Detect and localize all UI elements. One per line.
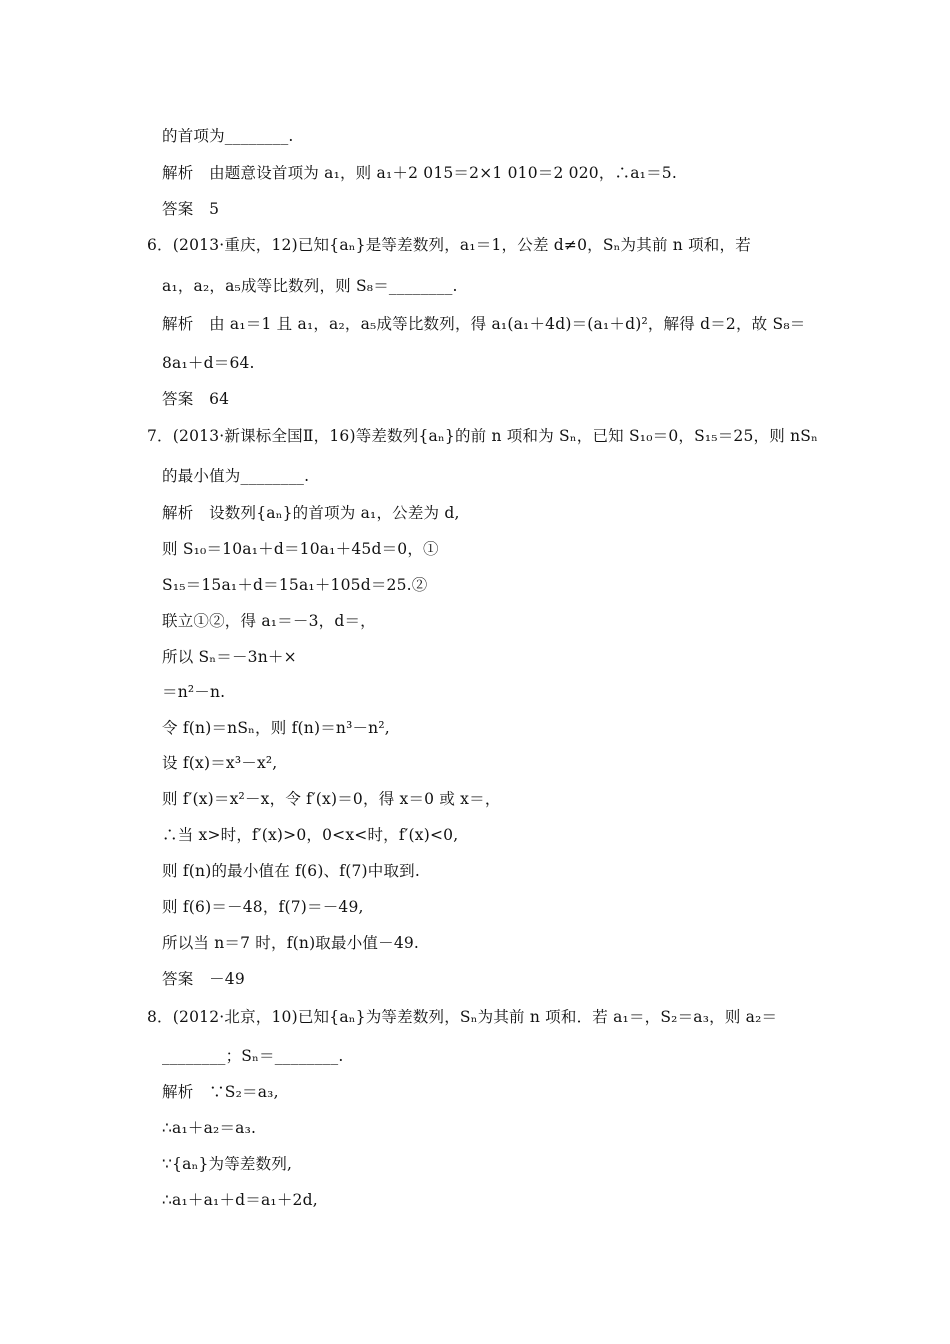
text-line-13: S₁₅＝15a₁＋d＝15a₁＋105d＝25.② xyxy=(162,576,428,594)
text-line-15: 所以 Sₙ＝－3n＋× xyxy=(162,648,297,666)
text-line-2: 解析 由题意设首项为 a₁，则 a₁＋2 015＝2×1 010＝2 020，∴a₁＝5. xyxy=(162,164,677,182)
text-line-21: 则 f(n)的最小值在 f(6)、f(7)中取到. xyxy=(162,862,420,880)
text-line-10: 的最小值为________. xyxy=(162,467,310,485)
text-line-8: 答案 64 xyxy=(162,390,230,408)
text-line-25: 8．(2012·北京，10)已知{aₙ}为等差数列，Sₙ为其前 n 项和．若 a₁＝，S₂＝a₃，则 a₂＝ xyxy=(147,1008,778,1026)
text-line-30: ∴a₁＋a₁＋d＝a₁＋2d, xyxy=(162,1191,318,1209)
text-line-9: 7．(2013·新课标全国Ⅱ，16)等差数列{aₙ}的前 n 项和为 Sₙ，已知 S₁₀＝0，S₁₅＝25，则 nSₙ xyxy=(147,427,818,445)
text-line-16: ＝n²－n. xyxy=(162,683,226,701)
text-line-29: ∵{aₙ}为等差数列, xyxy=(162,1155,293,1173)
text-line-26: ________；Sₙ＝________. xyxy=(162,1047,344,1065)
text-line-3: 答案 5 xyxy=(162,200,220,218)
text-line-4: 6．(2013·重庆，12)已知{aₙ}是等差数列，a₁＝1，公差 d≠0，Sₙ为其前 n 项和，若 xyxy=(147,236,751,254)
text-line-17: 令 f(n)＝nSₙ，则 f(n)＝n³－n², xyxy=(162,719,390,737)
text-line-6: 解析 由 a₁＝1 且 a₁，a₂，a₅成等比数列，得 a₁(a₁＋4d)＝(a₁＋d)²，解得 d＝2，故 S₈＝ xyxy=(162,315,806,333)
text-line-22: 则 f(6)＝－48，f(7)＝－49, xyxy=(162,898,364,916)
text-line-23: 所以当 n＝7 时，f(n)取最小值－49. xyxy=(162,934,420,952)
text-line-11: 解析 设数列{aₙ}的首项为 a₁，公差为 d, xyxy=(162,504,460,522)
text-line-28: ∴a₁＋a₂＝a₃. xyxy=(162,1119,257,1137)
text-line-24: 答案 －49 xyxy=(162,970,245,988)
text-line-7: 8a₁＋d＝64. xyxy=(162,354,255,372)
text-line-14: 联立①②，得 a₁＝－3，d＝， xyxy=(162,612,376,630)
text-line-19: 则 f′(x)＝x²－x，令 f′(x)＝0，得 x＝0 或 x＝， xyxy=(162,790,501,808)
text-line-27: 解析 ∵S₂＝a₃, xyxy=(162,1083,279,1101)
text-line-18: 设 f(x)＝x³－x², xyxy=(162,754,278,772)
text-line-12: 则 S₁₀＝10a₁＋d＝10a₁＋45d＝0，① xyxy=(162,540,439,558)
text-line-5: a₁，a₂，a₅成等比数列，则 S₈＝________. xyxy=(162,277,458,295)
text-line-1: 的首项为________. xyxy=(162,127,294,145)
text-line-20: ∴当 x>时，f′(x)>0，0<x<时，f′(x)<0, xyxy=(162,826,459,844)
